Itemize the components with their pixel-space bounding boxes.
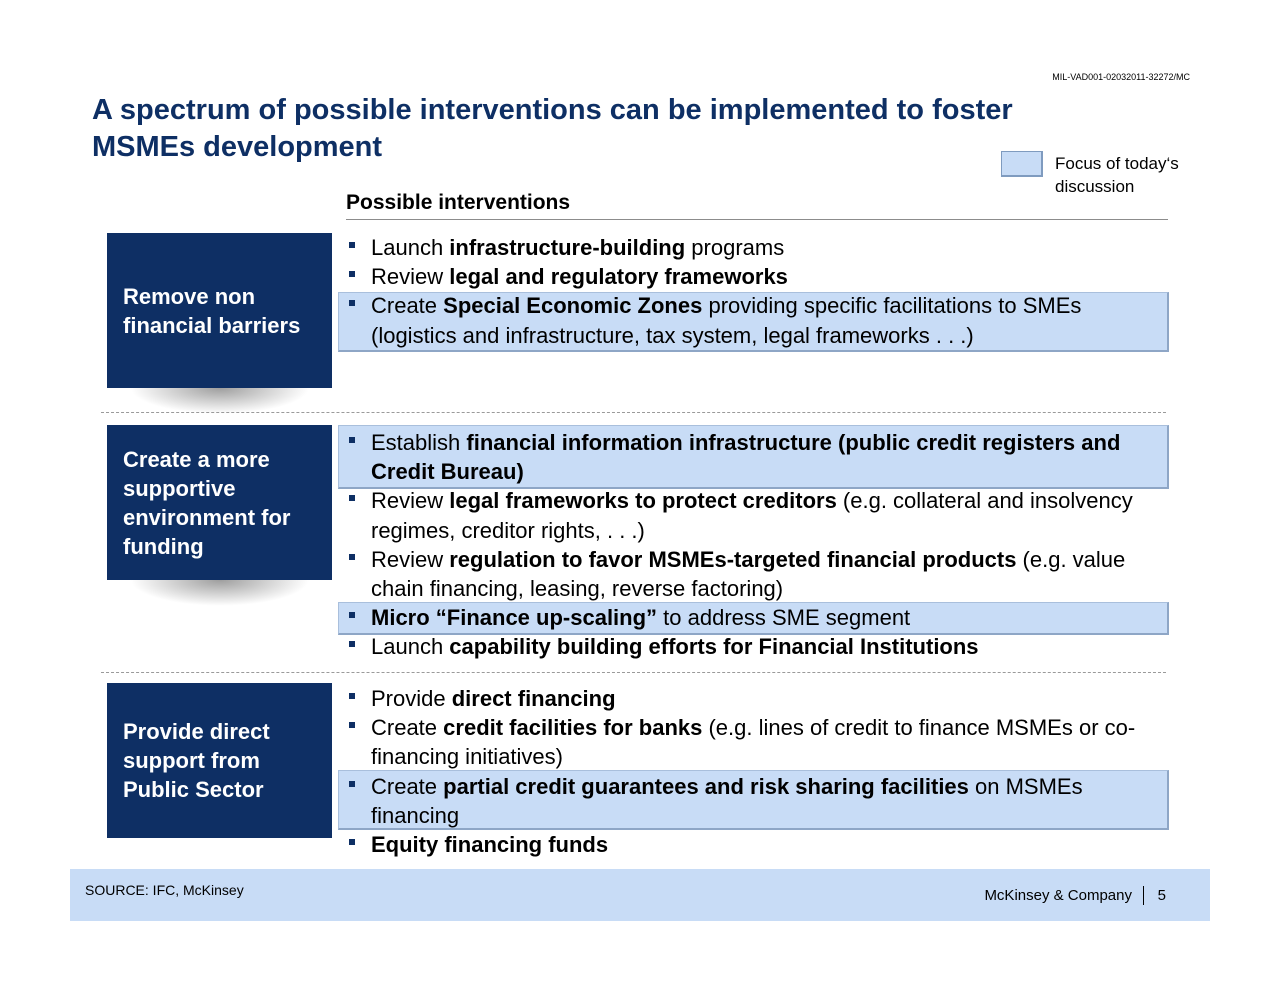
bullet-icon (349, 242, 355, 248)
intervention-item (348, 772, 1168, 830)
item-text-bold: Micro “Finance up-scaling” (371, 605, 658, 631)
intervention-item (348, 545, 1168, 603)
bullet-icon (349, 693, 355, 699)
item-text-bold: partial credit guarantees and risk sharing facilities (443, 773, 969, 799)
legend-label: Focus of today‘s discussion (1055, 154, 1179, 196)
category-label: Create a more supportive environment for funding (123, 446, 291, 559)
legend-swatch (1001, 151, 1043, 177)
footer (70, 869, 1210, 921)
bullet-icon (349, 300, 355, 306)
source-note: SOURCE: IFC, McKinsey (85, 882, 244, 898)
bullet-icon (349, 839, 355, 845)
item-text: Review (371, 264, 450, 290)
item-text: Review (371, 488, 450, 514)
item-text: on MSMEs financing (371, 773, 1083, 828)
item-text-bold: financial information infrastructure (public credit registers and Credit Bureau) (371, 430, 1121, 485)
item-text: (e.g. value chain financing, leasing, reverse factoring) (371, 546, 1126, 602)
item-text-bold: infrastructure-building (449, 235, 686, 260)
intervention-list (348, 428, 1168, 662)
item-text: providing specific facilitations to SMEs (logistics and infrastructure, tax system, legal frameworks . . .) (371, 293, 1082, 348)
item-text-bold: capability building efforts for Financial Institutions (449, 634, 979, 660)
item-text: (e.g. lines of credit to finance MSMEs or co-financing initiatives) (371, 715, 1136, 770)
item-text: Create (371, 715, 444, 741)
category-box (107, 233, 332, 388)
company-name: McKinsey & Company (984, 887, 1132, 904)
category-box (107, 683, 332, 838)
item-text: Provide (371, 686, 452, 711)
bullet-icon (349, 495, 355, 501)
bullet-icon (349, 722, 355, 728)
item-text-bold: credit facilities for banks (443, 715, 703, 741)
intervention-item (348, 713, 1168, 771)
category-box (107, 425, 332, 580)
bullet-icon (349, 781, 355, 787)
item-text: Review (371, 546, 450, 572)
item-text-bold: legal and regulatory frameworks (449, 264, 788, 290)
item-text: (e.g. collateral and insolvency regimes, creditor rights, . . .) (371, 488, 1133, 543)
item-text-bold: direct financing (451, 686, 616, 711)
intervention-item (348, 603, 1168, 632)
intervention-item (348, 428, 1168, 486)
item-text: Establish (371, 430, 467, 455)
page-title: A spectrum of possible interventions can be implemented to foster MSMEs development (92, 94, 1013, 163)
category-shadow (130, 388, 310, 414)
item-text: Launch (371, 634, 450, 660)
category-label: Remove non financial barriers (123, 283, 301, 338)
item-text: Create (371, 773, 444, 799)
bullet-icon (349, 554, 355, 560)
bullet-icon (349, 612, 355, 618)
intervention-list (348, 233, 1168, 350)
item-text: Launch (371, 235, 450, 260)
page-number: 5 (1157, 887, 1166, 904)
intervention-item (348, 684, 1168, 713)
section-divider (101, 672, 1166, 673)
intervention-item (348, 291, 1168, 349)
item-text: to address SME segment (657, 605, 911, 631)
bullet-icon (349, 437, 355, 443)
footer-separator (1143, 886, 1144, 905)
intervention-item (348, 830, 1168, 859)
document-id: MIL-VAD001-02032011-32272/MC (1052, 72, 1190, 82)
item-text-bold: legal frameworks to protect creditors (449, 488, 837, 514)
bullet-icon (349, 641, 355, 647)
intervention-item (348, 486, 1168, 544)
item-text: programs (685, 235, 785, 260)
item-text: Create (371, 293, 444, 319)
intervention-item (348, 233, 1168, 262)
category-shadow (130, 580, 310, 606)
column-header: Possible interventions (346, 191, 1168, 220)
bullet-icon (349, 271, 355, 277)
intervention-list (348, 684, 1168, 859)
intervention-item (348, 632, 1168, 661)
section-divider (101, 412, 1166, 413)
category-label: Provide direct support from Public Sector (123, 719, 270, 802)
intervention-item (348, 262, 1168, 291)
item-text-bold: regulation to favor MSMEs-targeted financial products (449, 546, 1017, 572)
item-text-bold: Equity financing funds (371, 832, 609, 858)
item-text-bold: Special Economic Zones (443, 293, 703, 319)
